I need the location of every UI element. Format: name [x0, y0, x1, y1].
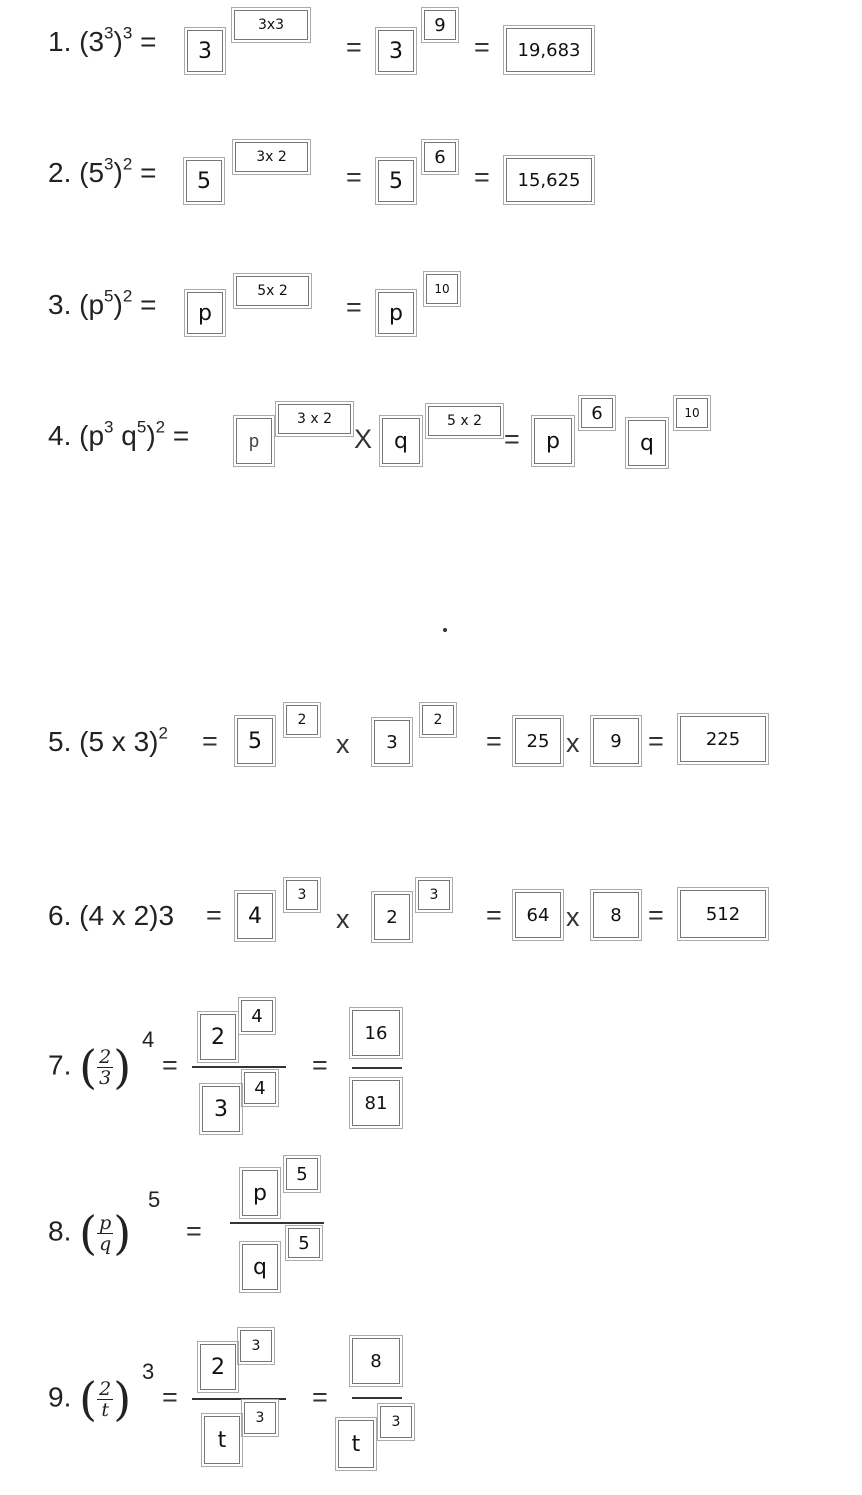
equals-sign: = — [346, 292, 362, 322]
numerator-exponent-box[interactable]: 5 — [286, 1158, 318, 1190]
base-answer-box[interactable]: 3 — [378, 30, 414, 72]
base-answer-box[interactable]: 3 — [374, 720, 410, 764]
fraction: $\frac{2}{3}$ — [99, 1045, 112, 1089]
question-6-expression — [48, 898, 174, 934]
numerator-exponent-box[interactable]: 4 — [241, 1000, 273, 1032]
fraction-bar — [230, 1222, 324, 1224]
times-sign: x — [336, 729, 350, 759]
equals-sign: = — [474, 32, 490, 62]
question-number: 8. — [48, 1215, 72, 1247]
equals-sign: = — [648, 726, 664, 756]
answer-box[interactable]: 8 — [593, 892, 639, 938]
question-number: 5. (5 x 3) — [48, 726, 159, 757]
question-7-expression: 7. ( $\frac{2}{3}$ ) — [48, 1040, 132, 1094]
equals-sign: = — [202, 726, 218, 756]
exponent-answer-box[interactable]: 10 — [426, 274, 458, 304]
base-answer-box[interactable]: 5 — [186, 160, 222, 202]
exponent-answer-box[interactable]: 10 — [676, 398, 708, 428]
result-denominator-base-box[interactable]: t — [338, 1420, 374, 1468]
fraction: $\frac{2}{t}$ — [99, 1377, 112, 1421]
question-4-expression: 4. ($p^3$ $q^5)^2$ = — [48, 417, 190, 451]
denominator-base-box[interactable]: 3 — [202, 1086, 240, 1132]
question-1-expression: 1. $(3^3)^3$ = — [48, 23, 157, 57]
denominator-exponent-box[interactable]: 3 — [244, 1402, 276, 1434]
question-number: 1. — [48, 26, 80, 57]
exponent-answer-box[interactable]: 3x3 — [234, 10, 308, 40]
base-answer-box[interactable]: q — [628, 420, 666, 466]
equals-sign: = — [474, 162, 490, 192]
result-numerator-box[interactable]: 16 — [352, 1010, 400, 1056]
base-answer-box[interactable]: p — [534, 418, 572, 464]
power-label: 5 — [148, 1187, 161, 1212]
numerator-base-box[interactable]: 2 — [200, 1344, 236, 1390]
base-answer-box[interactable]: 2 — [374, 894, 410, 940]
question-8-expression: 8. ( $\frac{p}{q}$ ) — [48, 1206, 132, 1260]
times-sign: x — [566, 728, 580, 758]
denominator-base-box[interactable]: q — [242, 1244, 278, 1290]
base-answer-box[interactable]: 5 — [237, 718, 273, 764]
numerator-base-box[interactable]: 2 — [200, 1014, 236, 1060]
result-denominator-box[interactable]: 81 — [352, 1080, 400, 1126]
exponent-answer-box[interactable]: 5x 2 — [236, 276, 309, 306]
times-sign: x — [336, 904, 350, 934]
question-5-expression: 5. (5 x 3)$^2$ — [48, 723, 168, 757]
times-sign: x — [566, 902, 580, 932]
exponent-answer-box[interactable]: 5 x 2 — [428, 406, 501, 436]
base-answer-box[interactable]: p — [378, 292, 414, 334]
denominator-base-box[interactable]: t — [204, 1416, 240, 1464]
fraction-bar — [352, 1067, 402, 1069]
equals-sign: = — [162, 1382, 178, 1412]
fraction: $\frac{p}{q}$ — [99, 1211, 112, 1255]
exponent-answer-box[interactable]: 3 — [286, 880, 318, 910]
equals-sign: = — [346, 32, 362, 62]
base-answer-box[interactable]: p — [187, 292, 223, 334]
question-number: 4. — [48, 420, 80, 451]
equals-sign: = — [486, 726, 502, 756]
result-answer-box[interactable]: 19,683 — [506, 28, 592, 72]
fraction-bar — [192, 1398, 286, 1400]
denominator-exponent-box[interactable]: 5 — [288, 1228, 320, 1258]
result-numerator-box[interactable]: 8 — [352, 1338, 400, 1384]
question-number: 6. (4 x 2)3 — [48, 900, 175, 931]
base-answer-box[interactable]: 5 — [378, 160, 414, 202]
exponent-answer-box[interactable]: 6 — [424, 142, 456, 172]
base-answer-box[interactable]: p — [236, 418, 272, 464]
question-2-expression: 2. $(5^3)^2$ = — [48, 154, 157, 188]
denominator-exponent-box[interactable]: 4 — [244, 1072, 276, 1104]
equals-sign: = — [186, 1216, 202, 1246]
exponent-answer-box[interactable]: 3 x 2 — [278, 404, 351, 434]
answer-box[interactable]: 25 — [515, 718, 561, 764]
numerator-base-box[interactable]: p — [242, 1170, 278, 1216]
exponent-answer-box[interactable]: 2 — [422, 705, 454, 735]
fraction-bar — [192, 1066, 286, 1068]
equals-sign: = — [486, 900, 502, 930]
question-number: 7. — [48, 1049, 72, 1081]
result-answer-box[interactable]: 15,625 — [506, 158, 592, 202]
question-number: 2. — [48, 157, 80, 188]
base-answer-box[interactable]: q — [382, 418, 420, 464]
question-9-expression: 9. ( $\frac{2}{t}$ ) — [48, 1372, 132, 1426]
equals-sign: = — [504, 424, 520, 454]
stray-dot — [443, 628, 447, 632]
exponent-answer-box[interactable]: 3 — [418, 880, 450, 910]
result-answer-box[interactable]: 512 — [680, 890, 766, 938]
fraction-bar — [352, 1397, 402, 1399]
base-answer-box[interactable]: 4 — [237, 893, 273, 939]
equals-sign: = — [346, 162, 362, 192]
result-denominator-exponent-box[interactable]: 3 — [380, 1406, 412, 1438]
equals-sign: = — [206, 900, 222, 930]
times-sign: X — [354, 424, 373, 454]
answer-box[interactable]: 64 — [515, 892, 561, 938]
exponent-answer-box[interactable]: 6 — [581, 398, 613, 428]
question-3-expression: 3. $(p^5)^2$ = — [48, 286, 157, 320]
answer-box[interactable]: 9 — [593, 718, 639, 764]
question-number: 3. — [48, 289, 80, 320]
base-answer-box[interactable]: 3 — [187, 30, 223, 72]
numerator-exponent-box[interactable]: 3 — [240, 1330, 272, 1362]
equals-sign: = — [312, 1050, 328, 1080]
power-label: 3 — [142, 1359, 155, 1384]
exponent-answer-box[interactable]: 9 — [424, 10, 456, 40]
equals-sign: = — [648, 900, 664, 930]
equals-sign: = — [162, 1050, 178, 1080]
exponent-answer-box[interactable]: 3x 2 — [235, 142, 308, 172]
equals-sign: = — [312, 1382, 328, 1412]
question-number: 9. — [48, 1381, 72, 1413]
result-answer-box[interactable]: 225 — [680, 716, 766, 762]
power-label: 4 — [142, 1027, 155, 1052]
exponent-answer-box[interactable]: 2 — [286, 705, 318, 735]
